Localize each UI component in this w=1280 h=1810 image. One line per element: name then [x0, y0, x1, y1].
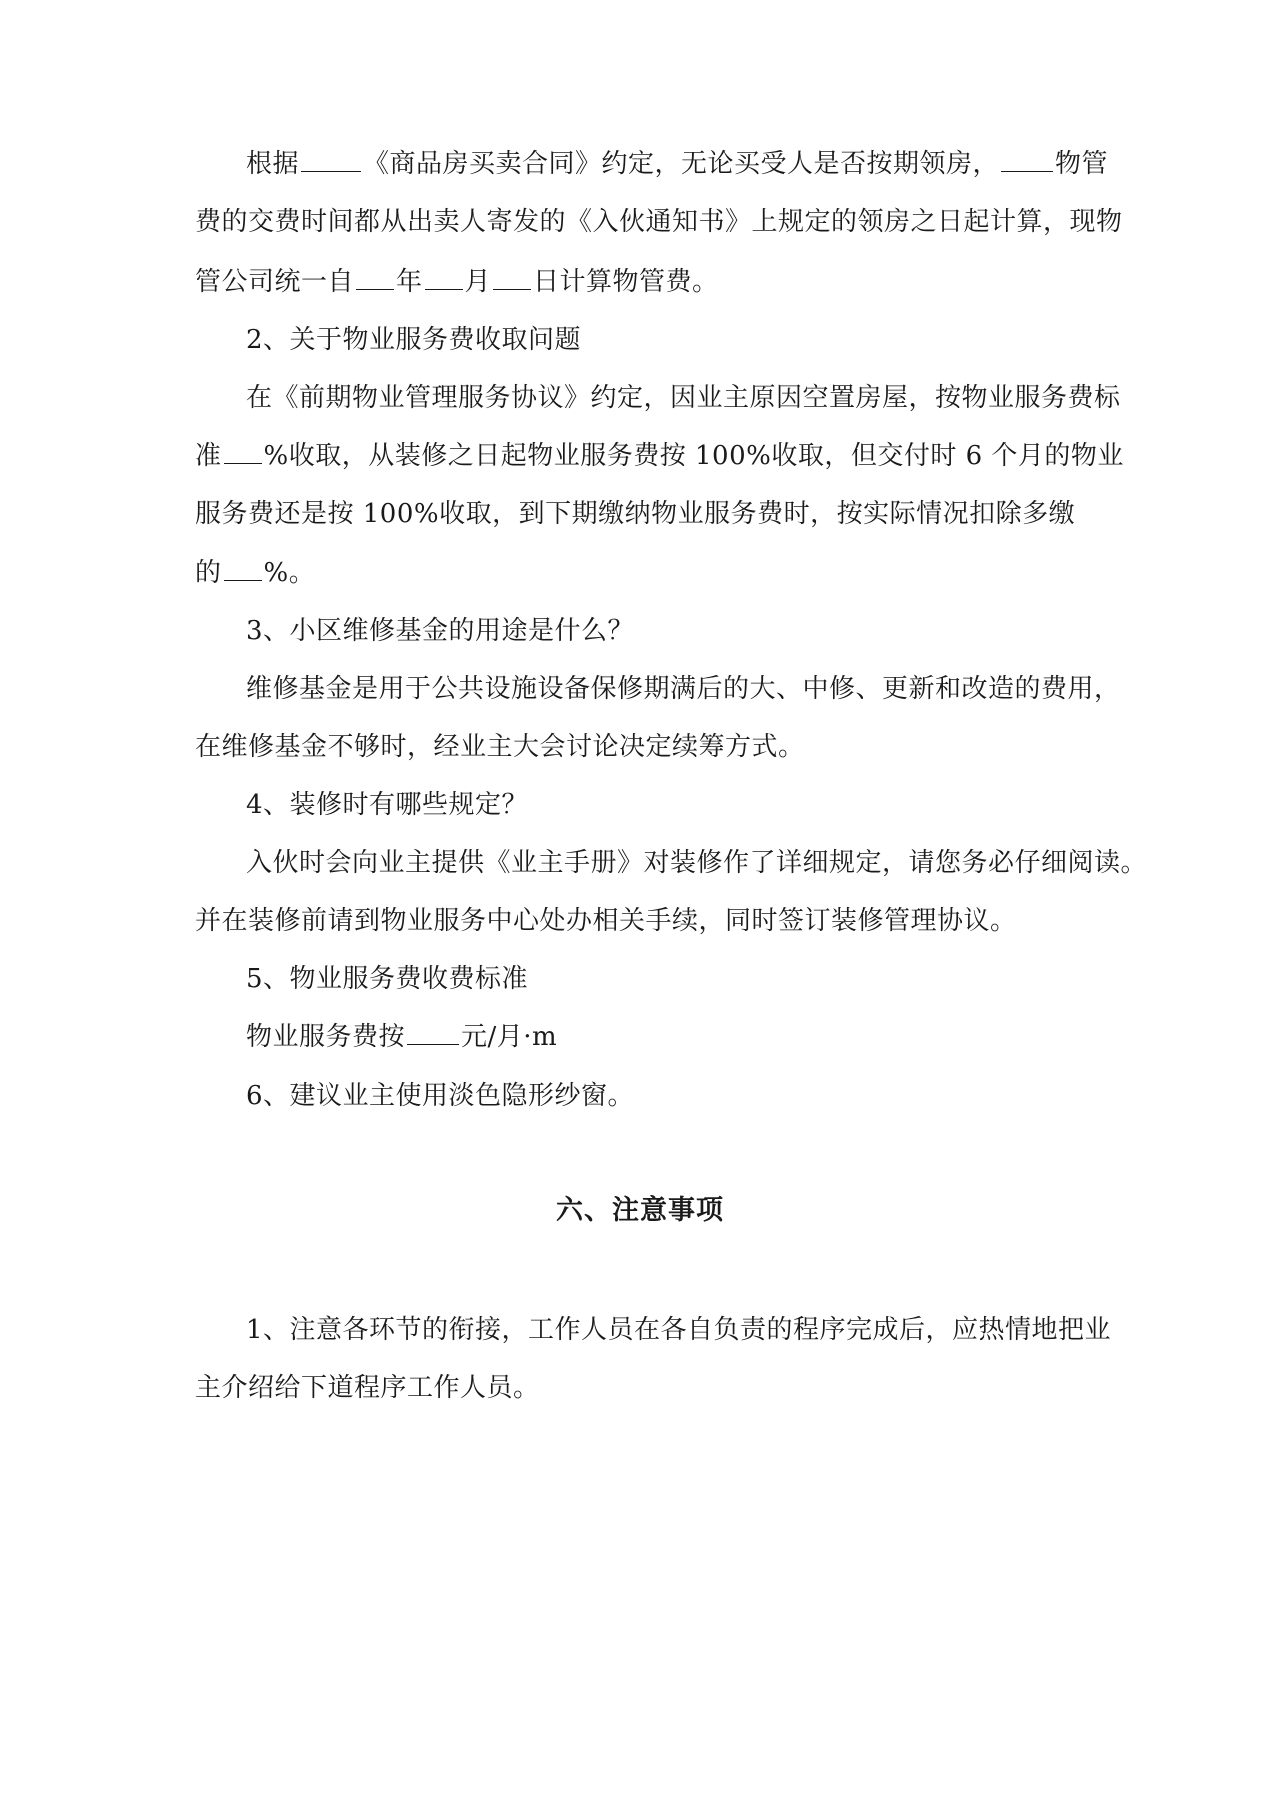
- paragraph-line: 并在装修前请到物业服务中心处办相关手续，同时签订装修管理协议。: [195, 906, 1017, 936]
- text: 物业服务费按: [246, 1022, 406, 1052]
- paragraph-line: 在维修基金不够时，经业主大会讨论决定续筹方式。: [195, 732, 805, 762]
- fill-blank: [356, 265, 394, 290]
- text: 的: [195, 558, 222, 588]
- item-title: 4、装修时有哪些规定？: [246, 790, 529, 820]
- fill-blank: [224, 439, 262, 464]
- text: 根据: [246, 149, 300, 179]
- item-title: 6、建议业主使用淡色隐形纱窗。: [246, 1081, 635, 1111]
- item-title: 5、物业服务费收费标准: [246, 964, 529, 994]
- paragraph-line: 主介绍给下道程序工作人员。: [195, 1373, 540, 1403]
- fill-blank: [224, 556, 262, 581]
- fill-blank: [1001, 147, 1053, 172]
- paragraph-line: [195, 439, 1124, 473]
- text: %收取，从装修之日起物业服务费按 100%收取，但交付时 6 个月的物业: [263, 441, 1124, 471]
- fill-blank: [301, 147, 361, 172]
- fill-blank: [425, 265, 463, 290]
- item-title: 3、小区维修基金的用途是什么？: [246, 616, 635, 646]
- paragraph-line: [246, 147, 1146, 181]
- text: 《商品房买卖合同》约定，无论买受人是否按期领房，: [363, 149, 1000, 179]
- paragraph-line: 费的交费时间都从出卖人寄发的《入伙通知书》上规定的领房之日起计算，现物: [195, 207, 1123, 237]
- text: 年: [396, 267, 423, 297]
- fill-blank: [407, 1020, 459, 1045]
- paragraph-line: 维修基金是用于公共设施设备保修期满后的大、中修、更新和改造的费用，: [246, 674, 1121, 704]
- text: 管公司统一自: [195, 267, 355, 297]
- fill-blank: [493, 265, 531, 290]
- text: 月: [464, 267, 492, 297]
- paragraph-line: 在《前期物业管理服务协议》约定，因业主原因空置房屋，按物业服务费标: [246, 383, 1121, 413]
- section-heading: 六、注意事项: [556, 1195, 724, 1226]
- text: %。: [263, 558, 316, 588]
- paragraph-line: 服务费还是按 100%收取，到下期缴纳物业服务费时，按实际情况扣除多缴: [195, 499, 1076, 529]
- paragraph-line: 1、注意各环节的衔接，工作人员在各自负责的程序完成后，应热情地把业: [246, 1315, 1112, 1345]
- paragraph-line: [246, 1020, 1146, 1054]
- text: 日计算物管费。: [533, 267, 719, 297]
- paragraph-line: 入伙时会向业主提供《业主手册》对装修作了详细规定，请您务必仔细阅读。: [246, 848, 1148, 878]
- paragraph-line: [195, 556, 1095, 590]
- paragraph-line: [195, 265, 1095, 299]
- text: 物管: [1055, 149, 1109, 179]
- text: 元/月·m: [461, 1022, 558, 1052]
- text: 准: [195, 441, 222, 471]
- item-title: 2、关于物业服务费收取问题: [246, 325, 582, 355]
